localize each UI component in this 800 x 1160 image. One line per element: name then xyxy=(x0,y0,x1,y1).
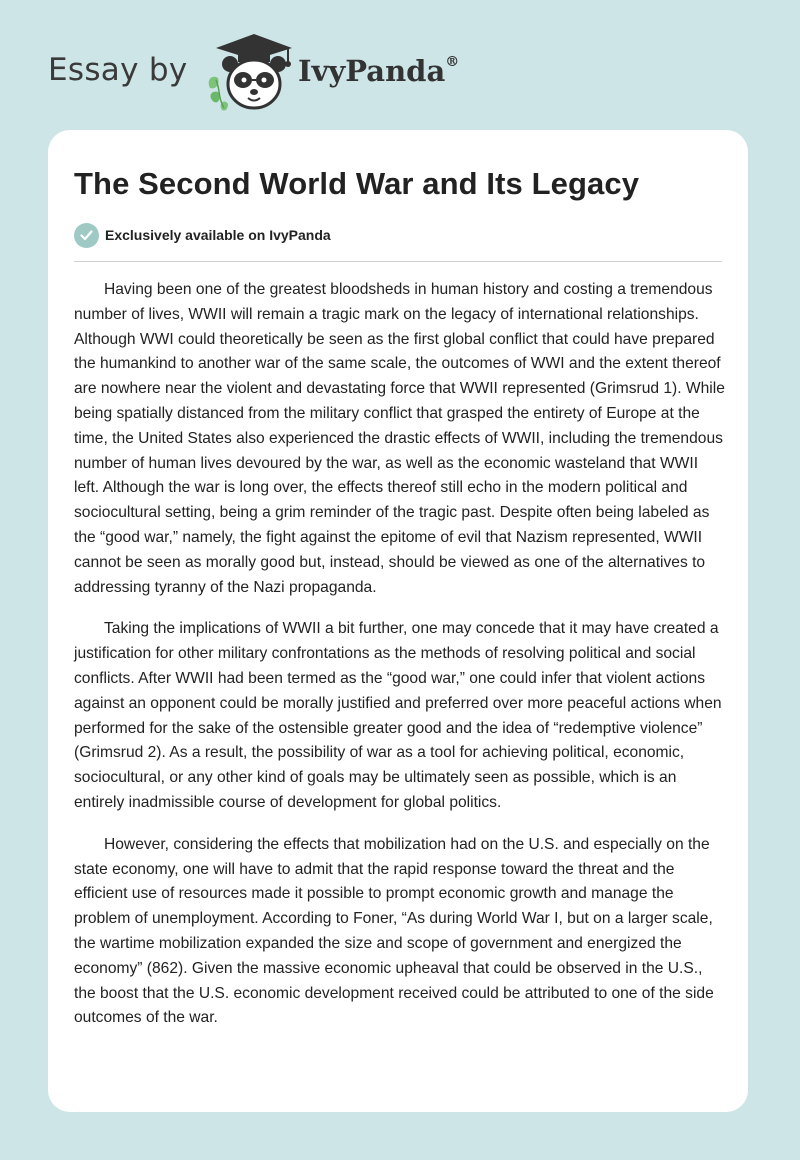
brand-name-text: IvyPanda xyxy=(298,54,446,88)
essay-paragraph-3: However, considering the effects that mobilization had on the U.S. and especially on the state economy, one will have to admit that the rapid response toward the threat and the efficient use of resources made it possible to prompt economic growth and manage the problem of unemployment. According to Foner, “As during World War I, but on a larger scale, the wartime mobilization expanded the size and scope of government and energized the economy” (862). Given the massive economic upheaval that could be observed in the U.S., the boost that the U.S. economic development received could be attributed to one of the side outcomes of the war. xyxy=(74,835,714,1027)
essay-body xyxy=(74,278,726,1048)
brand-name[interactable] xyxy=(298,54,459,88)
site-header xyxy=(48,28,508,118)
essay-card xyxy=(48,130,748,1112)
exclusive-badge xyxy=(74,222,331,248)
essay-paragraph-2: Taking the implications of WWII a bit further, one may concede that it may have created a justification for other military confrontations as the methods of resolving political and social conflicts. After WWII had been termed as the “good war,” one could infer that violent actions against an opponent could be morally justified and preferred over more peaceful actions when performed for the sake of the ostensible greater good and the idea of “redemptive violence” (Grimsrud 2). As a result, the possibility of war as a tool for achieving political, economic, sociocultural, or any other kind of goals may be ultimately seen as possible, which is an entirely inadmissible course of development for global politics. xyxy=(74,620,722,811)
exclusive-badge-text: Exclusively available on IvyPanda xyxy=(105,227,331,243)
title-divider xyxy=(74,261,722,262)
panda-logo-icon[interactable] xyxy=(202,28,298,114)
brand-prefix: Essay by xyxy=(48,52,188,88)
essay-paragraph-1: Having been one of the greatest bloodsheds in human history and costing a tremendous number of lives, WWII will remain a tragic mark on the legacy of international relationships. Although WWI could theoretically be seen as the first global conflict that could have prepared the humankind to another war of the same scale, the outcomes of WWI and the extent thereof are nowhere near the violent and devastating force that WWII represented (Grimsrud 1). While being spatially distanced from the military conflict that grasped the entirety of Europe at the time, the United States also experienced the drastic effects of WWII, including the tremendous number of human lives devoured by the war, as well as the economic wasteland that WWII left. Although the war is long over, the effects thereof still echo in the modern political and sociocultural setting, being a grim reminder of the tragic past. Despite often being labeled as the “good war,” namely, the fight against the epitome of evil that Nazism represented, WWII cannot be seen as morally good but, instead, should be viewed as one of the alternatives to addressing tyranny of the Nazi propaganda. xyxy=(74,281,725,596)
registered-mark: ® xyxy=(445,54,460,71)
essay-title: The Second World War and Its Legacy xyxy=(74,166,640,201)
check-circle-icon xyxy=(74,223,99,248)
